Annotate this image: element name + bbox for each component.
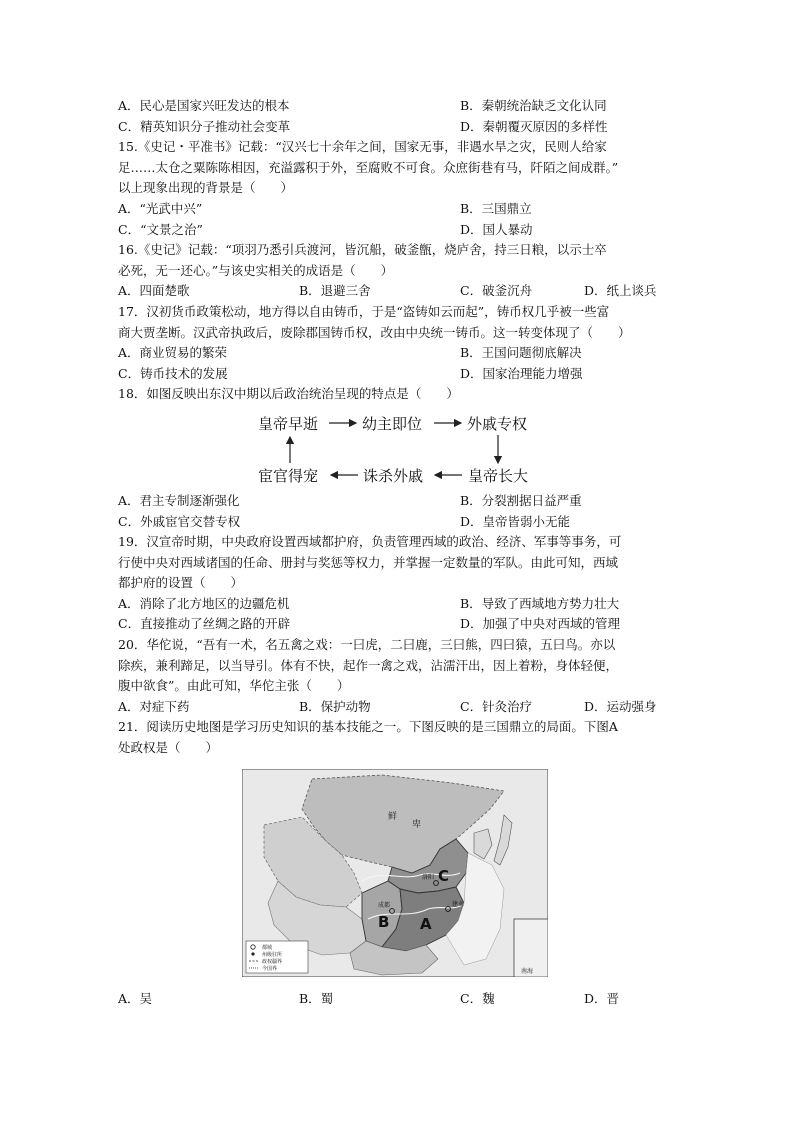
q15-stem-line3: 以上现象出现的背景是（ ） [118,180,294,196]
q18-option-c[interactable]: C．外戚宦官交替专权 [118,513,241,529]
label-xianbei-2: 卑 [412,819,422,830]
q19-option-d[interactable]: D．加强了中央对西域的管理 [460,616,621,632]
legend-prefecture: 州级驻所 [262,951,283,958]
q19-option-c[interactable]: C．直接推动了丝绸之路的开辟 [118,616,291,632]
label-jianye: 建业 [452,900,465,908]
q21-stem-line2: 处政权是（ ） [118,740,219,756]
flow-node-5: 诛杀外戚 [363,466,424,485]
q14-options-row1 [118,96,678,117]
q18-options-row2 [118,512,678,533]
q16-option-a[interactable]: A．四面楚歌 [118,283,190,299]
q19-options-row1 [118,594,678,615]
q18-flow-diagram [118,407,678,491]
label-region-a: A [420,914,432,933]
q15-stem-line1: 15.《史记・平准书》记载：“汉兴七十余年之间，国家无事，非遇水旱之灾，民则人给家 [118,139,607,155]
q14-options-row2 [118,117,678,138]
q16-stem-line1: 16.《史记》记载：“项羽乃悉引兵渡河，皆沉船，破釜甑，烧庐舍，持三日粮，以示士卒 [118,242,607,258]
flow-node-4: 皇帝长大 [468,466,529,485]
q19-stem-line3: 都护府的设置（ ） [118,575,244,591]
q20-stem-line2: 除疾，兼利蹄足，以当导引。体有不快，起作一禽之戏，沾濡汗出，因上着粉，身体轻便， [118,657,619,673]
q19-options-row2 [118,614,678,635]
label-region-c: C [438,866,450,885]
q18-options-row1 [118,491,678,512]
q21-option-c[interactable]: C．魏 [460,990,495,1006]
q18-option-b[interactable]: B．分裂割据日益严重 [460,492,582,508]
q20-option-d[interactable]: D．运动强身 [584,698,657,714]
q19-option-a[interactable]: A．消除了北方地区的边疆危机 [118,595,290,611]
q14-option-c[interactable]: C．精英知识分子推动社会变革 [118,118,291,134]
label-luoyang: 洛阳 [422,873,435,881]
q15-stem-line2: 足……太仓之粟陈陈相因，充溢露积于外，至腐败不可食。众庶街巷有马，阡陌之间成群。” [118,159,619,175]
exam-page [118,96,678,1009]
q20-options [118,697,678,718]
q20-stem-line1: 20．华佗说，“吾有一术，名五禽之戏：一曰虎，二曰鹿，三曰熊，四曰猿，五曰鸟。亦以 [118,637,616,653]
q17-option-b[interactable]: B．王国问题彻底解决 [460,345,582,361]
q20-option-c[interactable]: C．针灸治疗 [460,698,533,714]
prefecture-symbol [251,952,254,955]
q17-option-d[interactable]: D．国家治理能力增强 [460,365,583,381]
q19-option-b[interactable]: B．导致了西域地方势力壮大 [460,595,620,611]
q20-option-b[interactable]: B．保护动物 [299,698,371,714]
q17-stem-line1: 17．汉初货币政策松动，地方得以自由铸币，于是“盗铸如云而起”，铸币权几乎被一些富 [118,303,610,319]
q20-option-a[interactable]: A．对症下药 [118,698,190,714]
label-region-b: B [378,912,390,931]
three-kingdoms-map [242,769,548,977]
legend-border: 政权疆界 [262,958,283,965]
legend-modern-border: 今国界 [262,965,278,972]
q16-option-c[interactable]: C．破釜沉舟 [460,283,533,299]
q15-option-b[interactable]: B．三国鼎立 [460,200,532,216]
q17-options-row1 [118,343,678,364]
q21-option-a[interactable]: A．吴 [118,990,153,1006]
flow-node-2: 幼主即位 [362,414,423,433]
label-xianbei-1: 鲜 [388,811,398,822]
q15-option-c[interactable]: C．“文景之治” [118,221,203,237]
flow-node-6: 宦官得宠 [258,466,319,485]
map-svg [242,769,548,977]
q18-stem-line1: 18．如图反映出东汉中期以后政治统治呈现的特点是（ ） [118,386,459,402]
q17-options-row2 [118,364,678,385]
flow-node-1: 皇帝早逝 [258,414,319,433]
q18-option-d[interactable]: D．皇帝皆弱小无能 [460,513,571,529]
q16-option-b[interactable]: B．退避三舍 [299,283,371,299]
q17-option-c[interactable]: C．铸币技术的发展 [118,365,228,381]
q21-option-b[interactable]: B．蜀 [299,990,334,1006]
q15-options-row1 [118,199,678,220]
q16-stem-line2: 必死，无一还心。”与该史实相关的成语是（ ） [118,262,394,278]
q15-options-row2 [118,220,678,241]
q15-option-d[interactable]: D．国人暴动 [460,221,533,237]
q19-stem-line1: 19．汉宣帝时期，中央政府设置西域都护府，负责管理西域的政治、经济、军事等事务，可 [118,534,622,550]
q20-stem-line3: 腹中欲食”。由此可知，华佗主张（ ） [118,678,350,694]
legend-capital: 都城 [262,944,273,951]
q21-option-d[interactable]: D．晋 [584,990,620,1006]
q17-option-a[interactable]: A．商业贸易的繁荣 [118,345,228,361]
q17-stem-line2: 商大贾垄断。汉武帝执政后，废除郡国铸币权，改由中央统一铸币。这一转变体现了（ ） [118,324,631,340]
q14-option-b[interactable]: B．秦朝统治缺乏文化认同 [460,98,607,113]
label-chengdu: 成都 [378,901,391,909]
label-nanhai: 南海 [521,967,534,975]
q14-option-a[interactable]: A．民心是国家兴旺发达的根本 [118,98,290,113]
q15-option-a[interactable]: A．“光武中兴” [118,200,203,216]
q16-option-d[interactable]: D．纸上谈兵 [584,283,657,299]
q21-stem-line1: 21．阅读历史地图是学习历史知识的基本技能之一。下图反映的是三国鼎立的局面。下图A [118,719,618,735]
flow-node-3: 外戚专权 [467,414,528,433]
q21-options [118,989,678,1010]
q19-stem-line2: 行使中央对西域诸国的任命、册封与奖惩等权力，并掌握一定数量的军队。由此可知，西域 [118,554,619,570]
q16-options [118,281,678,302]
q14-option-d[interactable]: D．秦朝覆灭原因的多样性 [460,118,608,134]
q18-option-a[interactable]: A．君主专制逐渐强化 [118,492,240,508]
